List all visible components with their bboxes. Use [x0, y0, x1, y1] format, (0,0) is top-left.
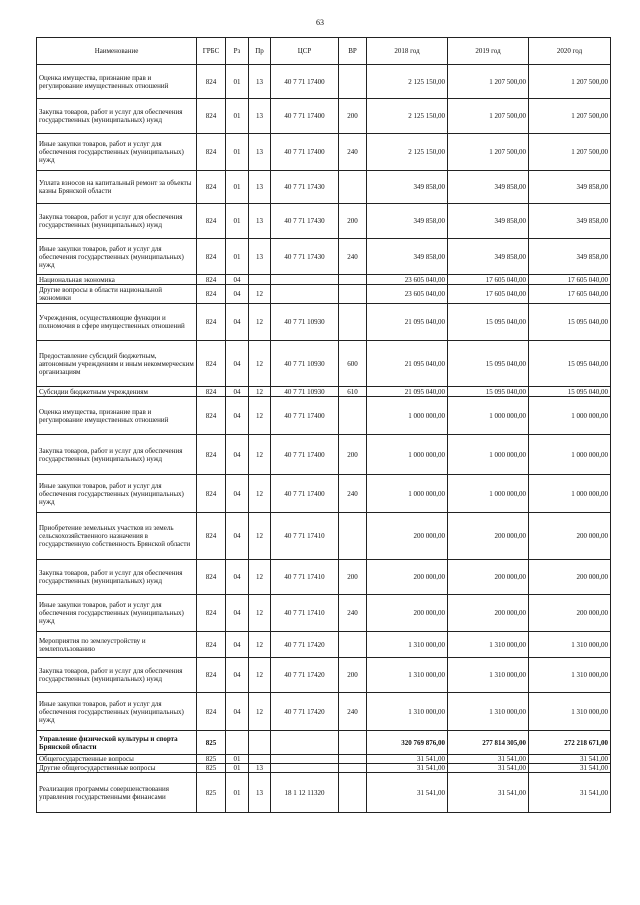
cell-rz: 04	[226, 595, 249, 632]
table-row	[37, 764, 611, 773]
cell-csr: 40 7 71 17410	[271, 560, 339, 595]
cell-csr: 40 7 71 10930	[271, 387, 339, 397]
cell-name: Закупка товаров, работ и услуг для обеспечения государственных (муниципальных) нужд	[37, 204, 197, 239]
cell-pr: 12	[249, 595, 271, 632]
cell-pr: 12	[249, 693, 271, 731]
cell-2019: 1 000 000,00	[448, 475, 529, 513]
cell-vr: 200	[339, 99, 367, 134]
cell-pr	[249, 755, 271, 764]
cell-grbs: 824	[197, 658, 226, 693]
cell-grbs: 824	[197, 632, 226, 658]
cell-rz	[226, 731, 249, 755]
cell-2019: 1 000 000,00	[448, 397, 529, 435]
cell-pr: 12	[249, 387, 271, 397]
cell-grbs: 824	[197, 341, 226, 387]
cell-2020: 200 000,00	[529, 560, 611, 595]
cell-2018: 2 125 150,00	[367, 134, 448, 171]
cell-name: Управление физической культуры и спорта Брянской области	[37, 731, 197, 755]
page-number: 63	[316, 18, 324, 27]
table-row	[37, 475, 611, 513]
cell-pr: 12	[249, 341, 271, 387]
cell-csr: 40 7 71 17420	[271, 693, 339, 731]
cell-grbs: 824	[197, 275, 226, 285]
cell-name: Предоставление субсидий бюджетным, автономным учреждениям и иным некоммерческим организациям	[37, 341, 197, 387]
cell-2019: 31 541,00	[448, 755, 529, 764]
cell-2019: 17 605 040,00	[448, 285, 529, 304]
cell-rz: 01	[226, 239, 249, 275]
cell-rz: 04	[226, 285, 249, 304]
table-row	[37, 134, 611, 171]
cell-vr: 240	[339, 134, 367, 171]
cell-name: Субсидии бюджетным учреждениям	[37, 387, 197, 397]
cell-name: Учреждения, осуществляющие функции и полномочия в сфере имущественных отношений	[37, 304, 197, 341]
cell-vr: 240	[339, 475, 367, 513]
cell-2018: 200 000,00	[367, 513, 448, 560]
cell-2019: 15 095 040,00	[448, 387, 529, 397]
cell-csr: 40 7 71 17400	[271, 397, 339, 435]
cell-csr: 40 7 71 17410	[271, 595, 339, 632]
cell-2020: 349 858,00	[529, 204, 611, 239]
cell-2018: 21 095 040,00	[367, 341, 448, 387]
header-rz: Рз	[226, 38, 249, 65]
cell-vr: 200	[339, 560, 367, 595]
cell-grbs: 824	[197, 560, 226, 595]
cell-grbs: 824	[197, 304, 226, 341]
cell-grbs: 824	[197, 387, 226, 397]
cell-2018: 1 000 000,00	[367, 435, 448, 475]
cell-2018: 23 605 040,00	[367, 285, 448, 304]
table-row	[37, 171, 611, 204]
cell-2018: 320 769 876,00	[367, 731, 448, 755]
cell-2019: 200 000,00	[448, 560, 529, 595]
cell-csr: 40 7 71 17420	[271, 658, 339, 693]
cell-rz: 04	[226, 632, 249, 658]
table-row	[37, 435, 611, 475]
cell-2019: 200 000,00	[448, 595, 529, 632]
cell-vr: 240	[339, 693, 367, 731]
cell-grbs: 824	[197, 239, 226, 275]
cell-name: Оценка имущества, признание прав и регулирование имущественных отношений	[37, 65, 197, 99]
cell-name: Другие вопросы в области национальной экономики	[37, 285, 197, 304]
cell-2020: 349 858,00	[529, 239, 611, 275]
header-2020: 2020 год	[529, 38, 611, 65]
cell-csr: 40 7 71 17430	[271, 204, 339, 239]
header-2019: 2019 год	[448, 38, 529, 65]
cell-name: Закупка товаров, работ и услуг для обеспечения государственных (муниципальных) нужд	[37, 658, 197, 693]
cell-vr: 200	[339, 204, 367, 239]
cell-vr	[339, 171, 367, 204]
cell-csr: 40 7 71 17400	[271, 134, 339, 171]
cell-rz: 04	[226, 560, 249, 595]
cell-vr	[339, 397, 367, 435]
cell-vr: 600	[339, 341, 367, 387]
table-row	[37, 755, 611, 764]
cell-name: Иные закупки товаров, работ и услуг для обеспечения государственных (муниципальных) нужд	[37, 239, 197, 275]
cell-grbs: 824	[197, 693, 226, 731]
cell-pr	[249, 275, 271, 285]
header-grbs: ГРБС	[197, 38, 226, 65]
table-row	[37, 658, 611, 693]
cell-2020: 1 310 000,00	[529, 632, 611, 658]
table-row	[37, 239, 611, 275]
cell-name: Мероприятия по землеустройству и землепользованию	[37, 632, 197, 658]
cell-vr: 200	[339, 435, 367, 475]
cell-2020: 17 605 040,00	[529, 275, 611, 285]
cell-2019: 1 207 500,00	[448, 65, 529, 99]
table-row	[37, 397, 611, 435]
cell-csr	[271, 764, 339, 773]
cell-2020: 200 000,00	[529, 513, 611, 560]
table-row	[37, 65, 611, 99]
cell-rz: 04	[226, 387, 249, 397]
cell-grbs: 824	[197, 285, 226, 304]
cell-pr: 12	[249, 632, 271, 658]
table-row	[37, 341, 611, 387]
cell-2020: 1 207 500,00	[529, 65, 611, 99]
cell-name: Приобретение земельных участков из земель сельскохозяйственного назначения в государственную собственность Брянской области	[37, 513, 197, 560]
cell-pr: 12	[249, 513, 271, 560]
cell-grbs: 824	[197, 397, 226, 435]
cell-2020: 272 218 671,00	[529, 731, 611, 755]
cell-2019: 31 541,00	[448, 773, 529, 813]
cell-grbs: 824	[197, 595, 226, 632]
cell-2020: 15 095 040,00	[529, 387, 611, 397]
table-row	[37, 632, 611, 658]
cell-2018: 31 541,00	[367, 764, 448, 773]
cell-2019: 1 207 500,00	[448, 134, 529, 171]
cell-2020: 349 858,00	[529, 171, 611, 204]
cell-rz: 01	[226, 134, 249, 171]
header-pr: Пр	[249, 38, 271, 65]
cell-2019: 349 858,00	[448, 204, 529, 239]
cell-name: Иные закупки товаров, работ и услуг для обеспечения государственных (муниципальных) нужд	[37, 595, 197, 632]
cell-2019: 1 310 000,00	[448, 693, 529, 731]
cell-csr: 40 7 71 17400	[271, 99, 339, 134]
cell-vr	[339, 773, 367, 813]
cell-vr	[339, 764, 367, 773]
cell-pr: 12	[249, 475, 271, 513]
cell-2019: 277 814 305,00	[448, 731, 529, 755]
cell-grbs: 825	[197, 755, 226, 764]
cell-grbs: 824	[197, 475, 226, 513]
cell-pr: 13	[249, 171, 271, 204]
cell-2020: 1 310 000,00	[529, 693, 611, 731]
cell-name: Оценка имущества, признание прав и регулирование имущественных отношений	[37, 397, 197, 435]
table-row	[37, 304, 611, 341]
cell-2020: 15 095 040,00	[529, 341, 611, 387]
cell-vr: 610	[339, 387, 367, 397]
cell-rz: 04	[226, 693, 249, 731]
cell-vr: 240	[339, 239, 367, 275]
cell-rz: 01	[226, 171, 249, 204]
cell-2018: 349 858,00	[367, 204, 448, 239]
cell-pr: 13	[249, 134, 271, 171]
cell-vr	[339, 755, 367, 764]
cell-2018: 21 095 040,00	[367, 387, 448, 397]
table-row	[37, 285, 611, 304]
cell-2019: 1 207 500,00	[448, 99, 529, 134]
cell-csr: 40 7 71 17400	[271, 475, 339, 513]
cell-vr	[339, 632, 367, 658]
cell-vr	[339, 731, 367, 755]
cell-2020: 17 605 040,00	[529, 285, 611, 304]
cell-pr: 12	[249, 435, 271, 475]
cell-2020: 1 310 000,00	[529, 658, 611, 693]
cell-name: Закупка товаров, работ и услуг для обеспечения государственных (муниципальных) нужд	[37, 99, 197, 134]
cell-csr: 40 7 71 17430	[271, 171, 339, 204]
cell-grbs: 825	[197, 731, 226, 755]
cell-2018: 21 095 040,00	[367, 304, 448, 341]
cell-grbs: 824	[197, 99, 226, 134]
cell-2020: 31 541,00	[529, 755, 611, 764]
cell-pr: 13	[249, 65, 271, 99]
cell-name: Общегосударственные вопросы	[37, 755, 197, 764]
cell-rz: 04	[226, 513, 249, 560]
cell-pr: 12	[249, 285, 271, 304]
cell-pr: 13	[249, 99, 271, 134]
table-row	[37, 99, 611, 134]
cell-csr	[271, 731, 339, 755]
cell-name: Другие общегосударственные вопросы	[37, 764, 197, 773]
table-row	[37, 731, 611, 755]
cell-2020: 31 541,00	[529, 764, 611, 773]
cell-2020: 1 000 000,00	[529, 435, 611, 475]
cell-2018: 349 858,00	[367, 171, 448, 204]
cell-rz: 01	[226, 65, 249, 99]
cell-2020: 1 207 500,00	[529, 99, 611, 134]
cell-2019: 349 858,00	[448, 171, 529, 204]
cell-rz: 04	[226, 304, 249, 341]
cell-name: Иные закупки товаров, работ и услуг для обеспечения государственных (муниципальных) нужд	[37, 134, 197, 171]
budget-table	[36, 37, 611, 813]
cell-2019: 1 310 000,00	[448, 658, 529, 693]
cell-2019: 15 095 040,00	[448, 341, 529, 387]
cell-2018: 31 541,00	[367, 755, 448, 764]
cell-rz: 01	[226, 773, 249, 813]
cell-rz: 04	[226, 275, 249, 285]
cell-grbs: 824	[197, 171, 226, 204]
cell-2018: 1 310 000,00	[367, 658, 448, 693]
cell-rz: 01	[226, 755, 249, 764]
cell-name: Уплата взносов на капитальный ремонт за объекты казны Брянской области	[37, 171, 197, 204]
cell-grbs: 824	[197, 435, 226, 475]
cell-2018: 200 000,00	[367, 595, 448, 632]
table-row	[37, 560, 611, 595]
cell-2018: 1 000 000,00	[367, 475, 448, 513]
cell-vr: 240	[339, 595, 367, 632]
cell-2018: 1 000 000,00	[367, 397, 448, 435]
table-row	[37, 693, 611, 731]
cell-name: Иные закупки товаров, работ и услуг для обеспечения государственных (муниципальных) нужд	[37, 693, 197, 731]
cell-rz: 01	[226, 764, 249, 773]
cell-2020: 200 000,00	[529, 595, 611, 632]
cell-pr: 13	[249, 764, 271, 773]
cell-rz: 04	[226, 475, 249, 513]
cell-2019: 1 000 000,00	[448, 435, 529, 475]
cell-grbs: 824	[197, 204, 226, 239]
cell-pr: 13	[249, 204, 271, 239]
cell-grbs: 824	[197, 134, 226, 171]
cell-pr: 12	[249, 397, 271, 435]
cell-csr: 40 7 71 10930	[271, 304, 339, 341]
cell-2019: 17 605 040,00	[448, 275, 529, 285]
cell-csr: 40 7 71 17430	[271, 239, 339, 275]
header-2018: 2018 год	[367, 38, 448, 65]
cell-pr: 13	[249, 773, 271, 813]
cell-name: Закупка товаров, работ и услуг для обеспечения государственных (муниципальных) нужд	[37, 560, 197, 595]
cell-vr	[339, 513, 367, 560]
cell-2018: 2 125 150,00	[367, 99, 448, 134]
cell-2019: 200 000,00	[448, 513, 529, 560]
cell-csr: 40 7 71 17420	[271, 632, 339, 658]
table-row	[37, 595, 611, 632]
table-row	[37, 773, 611, 813]
cell-pr: 12	[249, 658, 271, 693]
cell-2018: 1 310 000,00	[367, 632, 448, 658]
cell-grbs: 825	[197, 773, 226, 813]
cell-2018: 349 858,00	[367, 239, 448, 275]
cell-pr: 12	[249, 304, 271, 341]
cell-vr	[339, 275, 367, 285]
cell-rz: 01	[226, 99, 249, 134]
cell-2020: 1 000 000,00	[529, 397, 611, 435]
header-vr: ВР	[339, 38, 367, 65]
cell-csr: 40 7 71 17400	[271, 435, 339, 475]
cell-2020: 31 541,00	[529, 773, 611, 813]
cell-2018: 200 000,00	[367, 560, 448, 595]
cell-vr: 200	[339, 658, 367, 693]
cell-rz: 04	[226, 397, 249, 435]
cell-2018: 23 605 040,00	[367, 275, 448, 285]
cell-grbs: 825	[197, 764, 226, 773]
table-header-row	[37, 38, 611, 65]
cell-grbs: 824	[197, 513, 226, 560]
cell-2019: 1 310 000,00	[448, 632, 529, 658]
cell-csr	[271, 755, 339, 764]
cell-rz: 04	[226, 658, 249, 693]
cell-2020: 1 207 500,00	[529, 134, 611, 171]
cell-rz: 04	[226, 435, 249, 475]
cell-2018: 2 125 150,00	[367, 65, 448, 99]
cell-name: Реализация программы совершенствования управления государственными финансами	[37, 773, 197, 813]
cell-csr: 40 7 71 17410	[271, 513, 339, 560]
cell-csr: 40 7 71 10930	[271, 341, 339, 387]
cell-vr	[339, 65, 367, 99]
cell-grbs: 824	[197, 65, 226, 99]
cell-csr: 40 7 71 17400	[271, 65, 339, 99]
cell-pr: 12	[249, 560, 271, 595]
cell-pr	[249, 731, 271, 755]
cell-csr	[271, 285, 339, 304]
cell-pr: 13	[249, 239, 271, 275]
cell-name: Закупка товаров, работ и услуг для обеспечения государственных (муниципальных) нужд	[37, 435, 197, 475]
cell-name: Иные закупки товаров, работ и услуг для обеспечения государственных (муниципальных) нужд	[37, 475, 197, 513]
table-row	[37, 387, 611, 397]
cell-2019: 349 858,00	[448, 239, 529, 275]
cell-csr: 18 1 12 11320	[271, 773, 339, 813]
cell-csr	[271, 275, 339, 285]
table-row	[37, 204, 611, 239]
cell-2018: 1 310 000,00	[367, 693, 448, 731]
cell-2018: 31 541,00	[367, 773, 448, 813]
cell-2020: 15 095 040,00	[529, 304, 611, 341]
cell-2019: 31 541,00	[448, 764, 529, 773]
cell-rz: 01	[226, 204, 249, 239]
table-row	[37, 275, 611, 285]
cell-rz: 04	[226, 341, 249, 387]
header-csr: ЦСР	[271, 38, 339, 65]
table-row	[37, 513, 611, 560]
cell-vr	[339, 304, 367, 341]
cell-vr	[339, 285, 367, 304]
cell-2020: 1 000 000,00	[529, 475, 611, 513]
cell-2019: 15 095 040,00	[448, 304, 529, 341]
cell-name: Национальная экономика	[37, 275, 197, 285]
header-name: Наименование	[37, 38, 197, 65]
